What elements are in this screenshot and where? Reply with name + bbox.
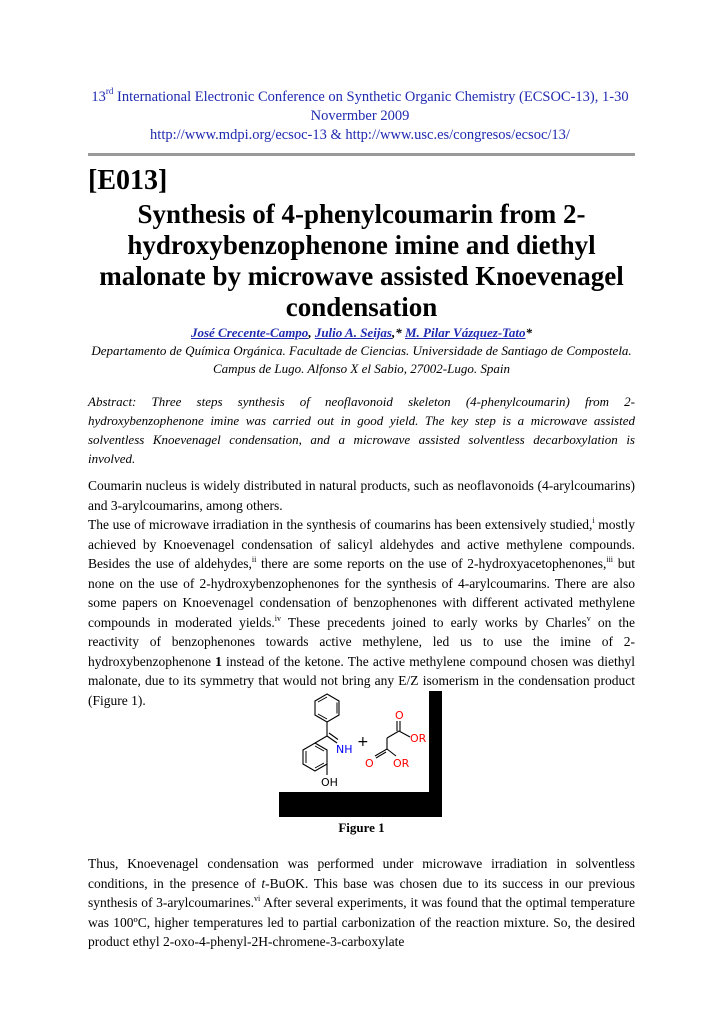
ester-or-bottom: OR bbox=[393, 757, 410, 770]
figure-panel bbox=[279, 691, 429, 792]
figure-1-structure bbox=[279, 691, 442, 817]
paper-code: [E013] bbox=[88, 165, 168, 196]
body-text-bottom bbox=[88, 854, 635, 952]
affiliation: Departamento de Química Orgánica. Facultade de Ciencias. Universidade de Santiago de Compostela. Campus de Lugo. Alfonso X el Sabio, 27002-Lugo. Spain bbox=[91, 343, 632, 376]
tert-prefix: t bbox=[261, 875, 266, 891]
body-text-top bbox=[88, 476, 635, 710]
carbonyl-oxygen-bottom: O bbox=[365, 757, 374, 770]
imine-label: NH bbox=[336, 743, 353, 756]
conf-ordinal: rd bbox=[105, 86, 114, 96]
paper-title: Synthesis of 4-phenylcoumarin from 2-hydroxybenzophenone imine and diethyl malonate by microwave assisted Knoevenagel condensation bbox=[99, 199, 624, 322]
author-list: José Crecente-Campo, Julio A. Seijas,* M. Pilar Vázquez-Tato* bbox=[190, 325, 533, 340]
footnote-ref: ii bbox=[251, 555, 257, 564]
figure-shadow-bottom bbox=[279, 792, 442, 817]
footnote-ref: iii bbox=[606, 555, 614, 564]
author-link[interactable]: José Crecente-Campo bbox=[190, 325, 309, 340]
footnote-ref: i bbox=[592, 516, 595, 525]
paragraph: Coumarin nucleus is widely distributed in natural products, such as neoflavonoids (4-arylcoumarins) and 3-arylcoumarins, among others. bbox=[88, 478, 635, 513]
paragraph: Thus, Knoevenagel condensation was performed under microwave irradiation in solventless conditions, in the presence of t-BuOK. This base was chosen due to its success in our previous synthesis of 3-arylcoumarines.$^{vi}$ After several experiments, it was found that the optimal temperature was 100ºC, higher temperatures led to partial carbonization of the reaction mixture. So, the desired product ethyl 2-oxo-4-phenyl-2H-chromene-3-carboxylate bbox=[88, 856, 635, 949]
compound-number: 1 bbox=[215, 653, 222, 669]
hydroxyl-label: OH bbox=[321, 776, 338, 789]
conf-number: 13 bbox=[91, 89, 106, 105]
carbonyl-oxygen-top: O bbox=[395, 709, 404, 722]
figure-caption: Figure 1 bbox=[338, 820, 385, 835]
header-divider bbox=[88, 153, 635, 156]
conf-name: International Electronic Conference on Synthetic Organic Chemistry (ECSOC-13), 1-30 Novermber 2009 bbox=[113, 89, 629, 124]
conference-header bbox=[80, 88, 640, 145]
ester-or-top: OR bbox=[410, 732, 427, 745]
plus-sign: + bbox=[357, 734, 369, 750]
abstract: Abstract: Three steps synthesis of neoflavonoid skeleton (4-phenylcoumarin) from 2-hydroxybenzophenone imine was carried out in good yield. The key step is a microwave assisted solventless Knoevenagel condensation, and a microwave assisted solventless decarboxylation is involved. bbox=[88, 394, 635, 466]
footnote-ref: iv bbox=[274, 613, 281, 623]
footnote-ref: v bbox=[586, 613, 591, 623]
author-link[interactable]: Julio A. Seijas bbox=[314, 325, 392, 340]
author-link[interactable]: M. Pilar Vázquez-Tato bbox=[405, 325, 526, 340]
footnote-ref: vi bbox=[254, 894, 261, 903]
conf-urls[interactable]: http://www.mdpi.org/ecsoc-13 & http://www.usc.es/congresos/ecsoc/13/ bbox=[150, 127, 570, 143]
paragraph: The use of microwave irradiation in the synthesis of coumarins has been extensively studied,$^i$ mostly achieved by Knoevenagel condensation of salicyl aldehydes and active methylene compounds. Besides the use of aldehydes,$^{ii}$ there are some reports on the use of 2-hydroxyacetophenones,$^{iii}$ but none on the use of 2-hydroxybenzophenones for the synthesis of 4-arylcoumarins. There are also some papers on Knoevenagel condensation of benzophenones with different activated methylene compounds in moderated yields.$^{iv}$ These precedents joined to early works by Charles$^v$ on the reactivity of benzophenones towards active methylene, led us to use the imine of 2-hydroxybenzophenone 1 instead of the ketone. The active methylene compound chosen was diethyl malonate, due to its symmetry that would not bring any E/Z isomerism in the condensation product (Figure 1). bbox=[88, 516, 635, 708]
